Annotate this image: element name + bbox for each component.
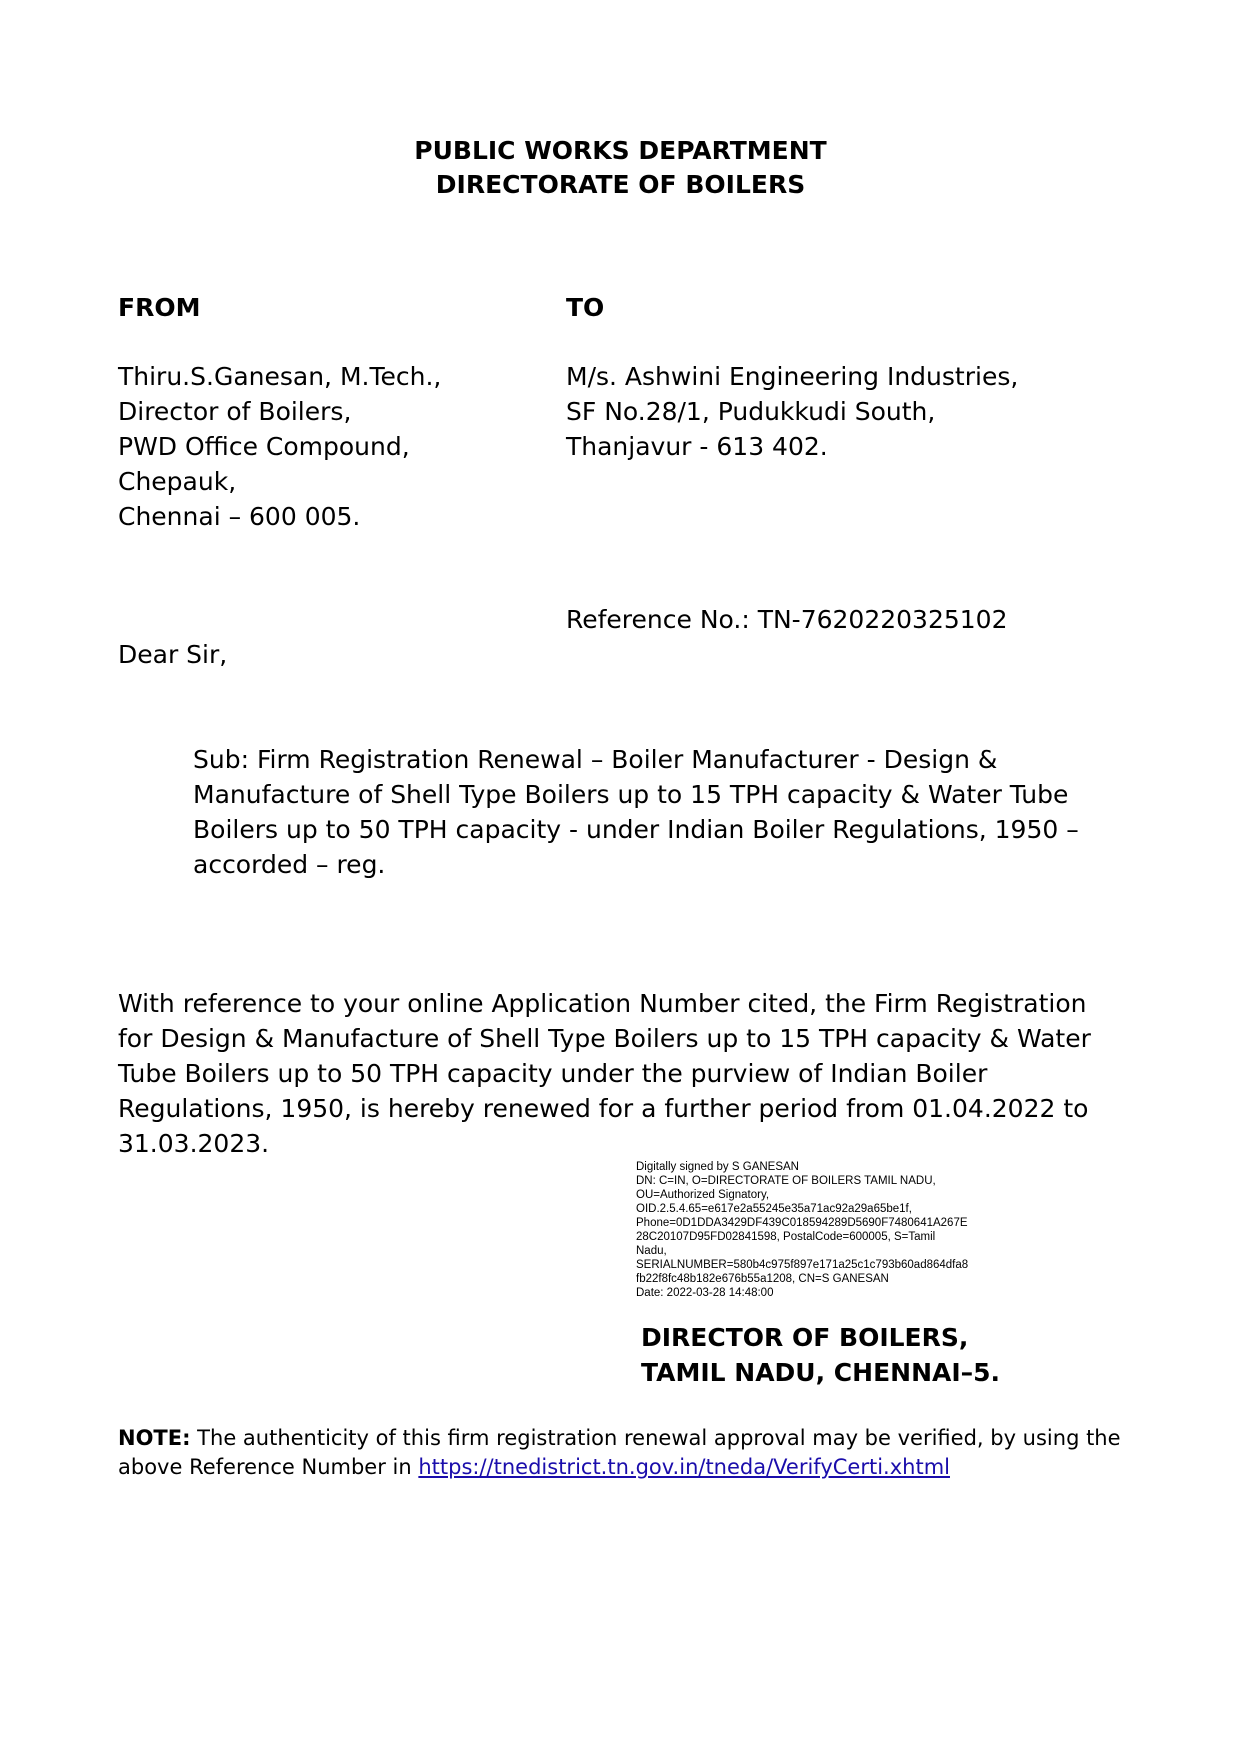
- to-line: Thanjavur - 613 402.: [566, 432, 828, 461]
- from-line: Director of Boilers,: [118, 397, 352, 426]
- salutation: Dear Sir,: [118, 640, 228, 669]
- signatory-line: TAMIL NADU, CHENNAI–5.: [641, 1358, 1001, 1387]
- from-line: Chepauk,: [118, 467, 237, 496]
- verification-link[interactable]: https://tnedistrict.tn.gov.in/tneda/VerifyCerti.xhtml: [418, 1455, 950, 1479]
- body-paragraph: [118, 986, 1091, 1161]
- from-line: Chennai – 600 005.: [118, 502, 361, 531]
- signature-line: Digitally signed by S GANESAN: [636, 1161, 799, 1173]
- from-line: Thiru.S.Ganesan, M.Tech.,: [118, 362, 442, 391]
- reference-number: Reference No.: TN-7620220325102: [566, 605, 1008, 634]
- to-address: [566, 359, 1018, 464]
- body-line: for Design & Manufacture of Shell Type Boilers up to 15 TPH capacity & Water: [118, 1024, 1091, 1053]
- from-label: FROM: [118, 293, 201, 322]
- body-line: With reference to your online Application Number cited, the Firm Registration: [118, 989, 1087, 1018]
- signatory-line: DIRECTOR OF BOILERS,: [641, 1323, 969, 1352]
- signature-line: Date: 2022-03-28 14:48:00: [636, 1287, 774, 1299]
- department-heading: PUBLIC WORKS DEPARTMENT: [414, 136, 827, 165]
- subject-line: Sub: Firm Registration Renewal – Boiler Manufacturer - Design &: [193, 745, 998, 774]
- signature-line: OU=Authorized Signatory,: [636, 1189, 770, 1201]
- from-address: [118, 359, 441, 534]
- from-line: PWD Office Compound,: [118, 432, 410, 461]
- signature-line: Phone=0D1DDA3429DF439C018594289D5690F7480641A267E: [636, 1217, 968, 1229]
- subject-line: accorded – reg.: [193, 850, 386, 879]
- to-line: SF No.28/1, Pudukkudi South,: [566, 397, 936, 426]
- body-line: Regulations, 1950, is hereby renewed for a further period from 01.04.2022 to: [118, 1094, 1089, 1123]
- body-line: Tube Boilers up to 50 TPH capacity under the purview of Indian Boiler: [118, 1059, 988, 1088]
- subject-line: Boilers up to 50 TPH capacity - under Indian Boiler Regulations, 1950 –: [193, 815, 1079, 844]
- signature-line: 28C20107D95FD02841598, PostalCode=600005, S=Tamil: [636, 1231, 936, 1243]
- note-text-2: above Reference Number in: [118, 1455, 419, 1479]
- signature-line: DN: C=IN, O=DIRECTORATE OF BOILERS TAMIL NADU,: [636, 1175, 936, 1187]
- signatory-block: [641, 1320, 1000, 1390]
- note-line-1: [118, 1424, 1121, 1453]
- subject: [193, 742, 1079, 882]
- note-block: [118, 1424, 1121, 1482]
- directorate-heading: DIRECTORATE OF BOILERS: [435, 170, 806, 199]
- signature-line: fb22f8fc48b182e676b55a1208, CN=S GANESAN: [636, 1273, 889, 1285]
- to-line: M/s. Ashwini Engineering Industries,: [566, 362, 1019, 391]
- note-text: The authenticity of this firm registration renewal approval may be verified, by using the: [190, 1426, 1121, 1450]
- subject-line: Manufacture of Shell Type Boilers up to 15 TPH capacity & Water Tube: [193, 780, 1069, 809]
- body-line: 31.03.2023.: [118, 1129, 270, 1158]
- note-label: NOTE:: [118, 1426, 191, 1450]
- signature-line: Nadu,: [636, 1245, 667, 1257]
- to-label: TO: [566, 293, 605, 322]
- digital-signature-block: [636, 1160, 968, 1300]
- signature-line: OID.2.5.4.65=e617e2a55245e35a71ac92a29a65be1f,: [636, 1203, 912, 1215]
- note-line-2: [118, 1453, 1121, 1482]
- signature-line: SERIALNUMBER=580b4c975f897e171a25c1c793b60ad864dfa8: [636, 1259, 969, 1271]
